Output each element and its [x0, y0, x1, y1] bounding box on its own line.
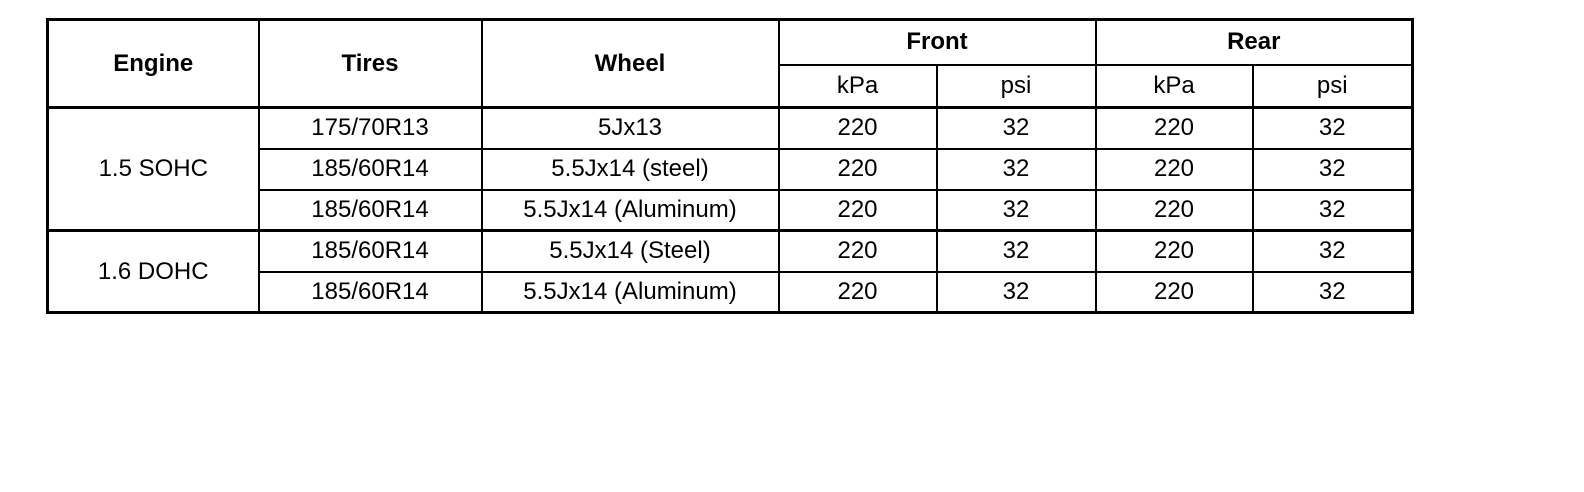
wheel-cell: 5Jx13	[482, 108, 779, 149]
front-kpa-cell: 220	[779, 149, 937, 190]
tires-cell: 185/60R14	[259, 149, 482, 190]
header-front: Front	[779, 20, 1096, 65]
rear-kpa-cell: 220	[1096, 231, 1253, 272]
rear-psi-cell: 32	[1253, 149, 1413, 190]
rear-kpa-cell: 220	[1096, 190, 1253, 231]
rear-kpa-cell: 220	[1096, 108, 1253, 149]
tires-cell: 185/60R14	[259, 190, 482, 231]
header-rear-psi: psi	[1253, 65, 1413, 108]
table-row	[48, 231, 1413, 272]
front-kpa-cell: 220	[779, 108, 937, 149]
tires-cell: 175/70R13	[259, 108, 482, 149]
header-wheel: Wheel	[482, 20, 779, 108]
tires-cell: 185/60R14	[259, 231, 482, 272]
front-kpa-cell: 220	[779, 272, 937, 313]
header-rear: Rear	[1096, 20, 1413, 65]
rear-psi-cell: 32	[1253, 190, 1413, 231]
header-engine: Engine	[48, 20, 259, 108]
header-front-psi: psi	[937, 65, 1096, 108]
rear-psi-cell: 32	[1253, 231, 1413, 272]
rear-kpa-cell: 220	[1096, 149, 1253, 190]
rear-kpa-cell: 220	[1096, 272, 1253, 313]
front-psi-cell: 32	[937, 108, 1096, 149]
front-kpa-cell: 220	[779, 190, 937, 231]
rear-psi-cell: 32	[1253, 108, 1413, 149]
engine-cell: 1.5 SOHC	[48, 108, 259, 231]
front-psi-cell: 32	[937, 272, 1096, 313]
wheel-cell: 5.5Jx14 (Aluminum)	[482, 272, 779, 313]
header-rear-kpa: kPa	[1096, 65, 1253, 108]
header-front-kpa: kPa	[779, 65, 937, 108]
front-psi-cell: 32	[937, 149, 1096, 190]
table-row	[48, 108, 1413, 149]
wheel-cell: 5.5Jx14 (Steel)	[482, 231, 779, 272]
front-kpa-cell: 220	[779, 231, 937, 272]
front-psi-cell: 32	[937, 231, 1096, 272]
wheel-cell: 5.5Jx14 (Aluminum)	[482, 190, 779, 231]
wheel-cell: 5.5Jx14 (steel)	[482, 149, 779, 190]
engine-cell: 1.6 DOHC	[48, 231, 259, 313]
tires-cell: 185/60R14	[259, 272, 482, 313]
header-tires: Tires	[259, 20, 482, 108]
tire-pressure-table	[46, 18, 1414, 314]
rear-psi-cell: 32	[1253, 272, 1413, 313]
front-psi-cell: 32	[937, 190, 1096, 231]
